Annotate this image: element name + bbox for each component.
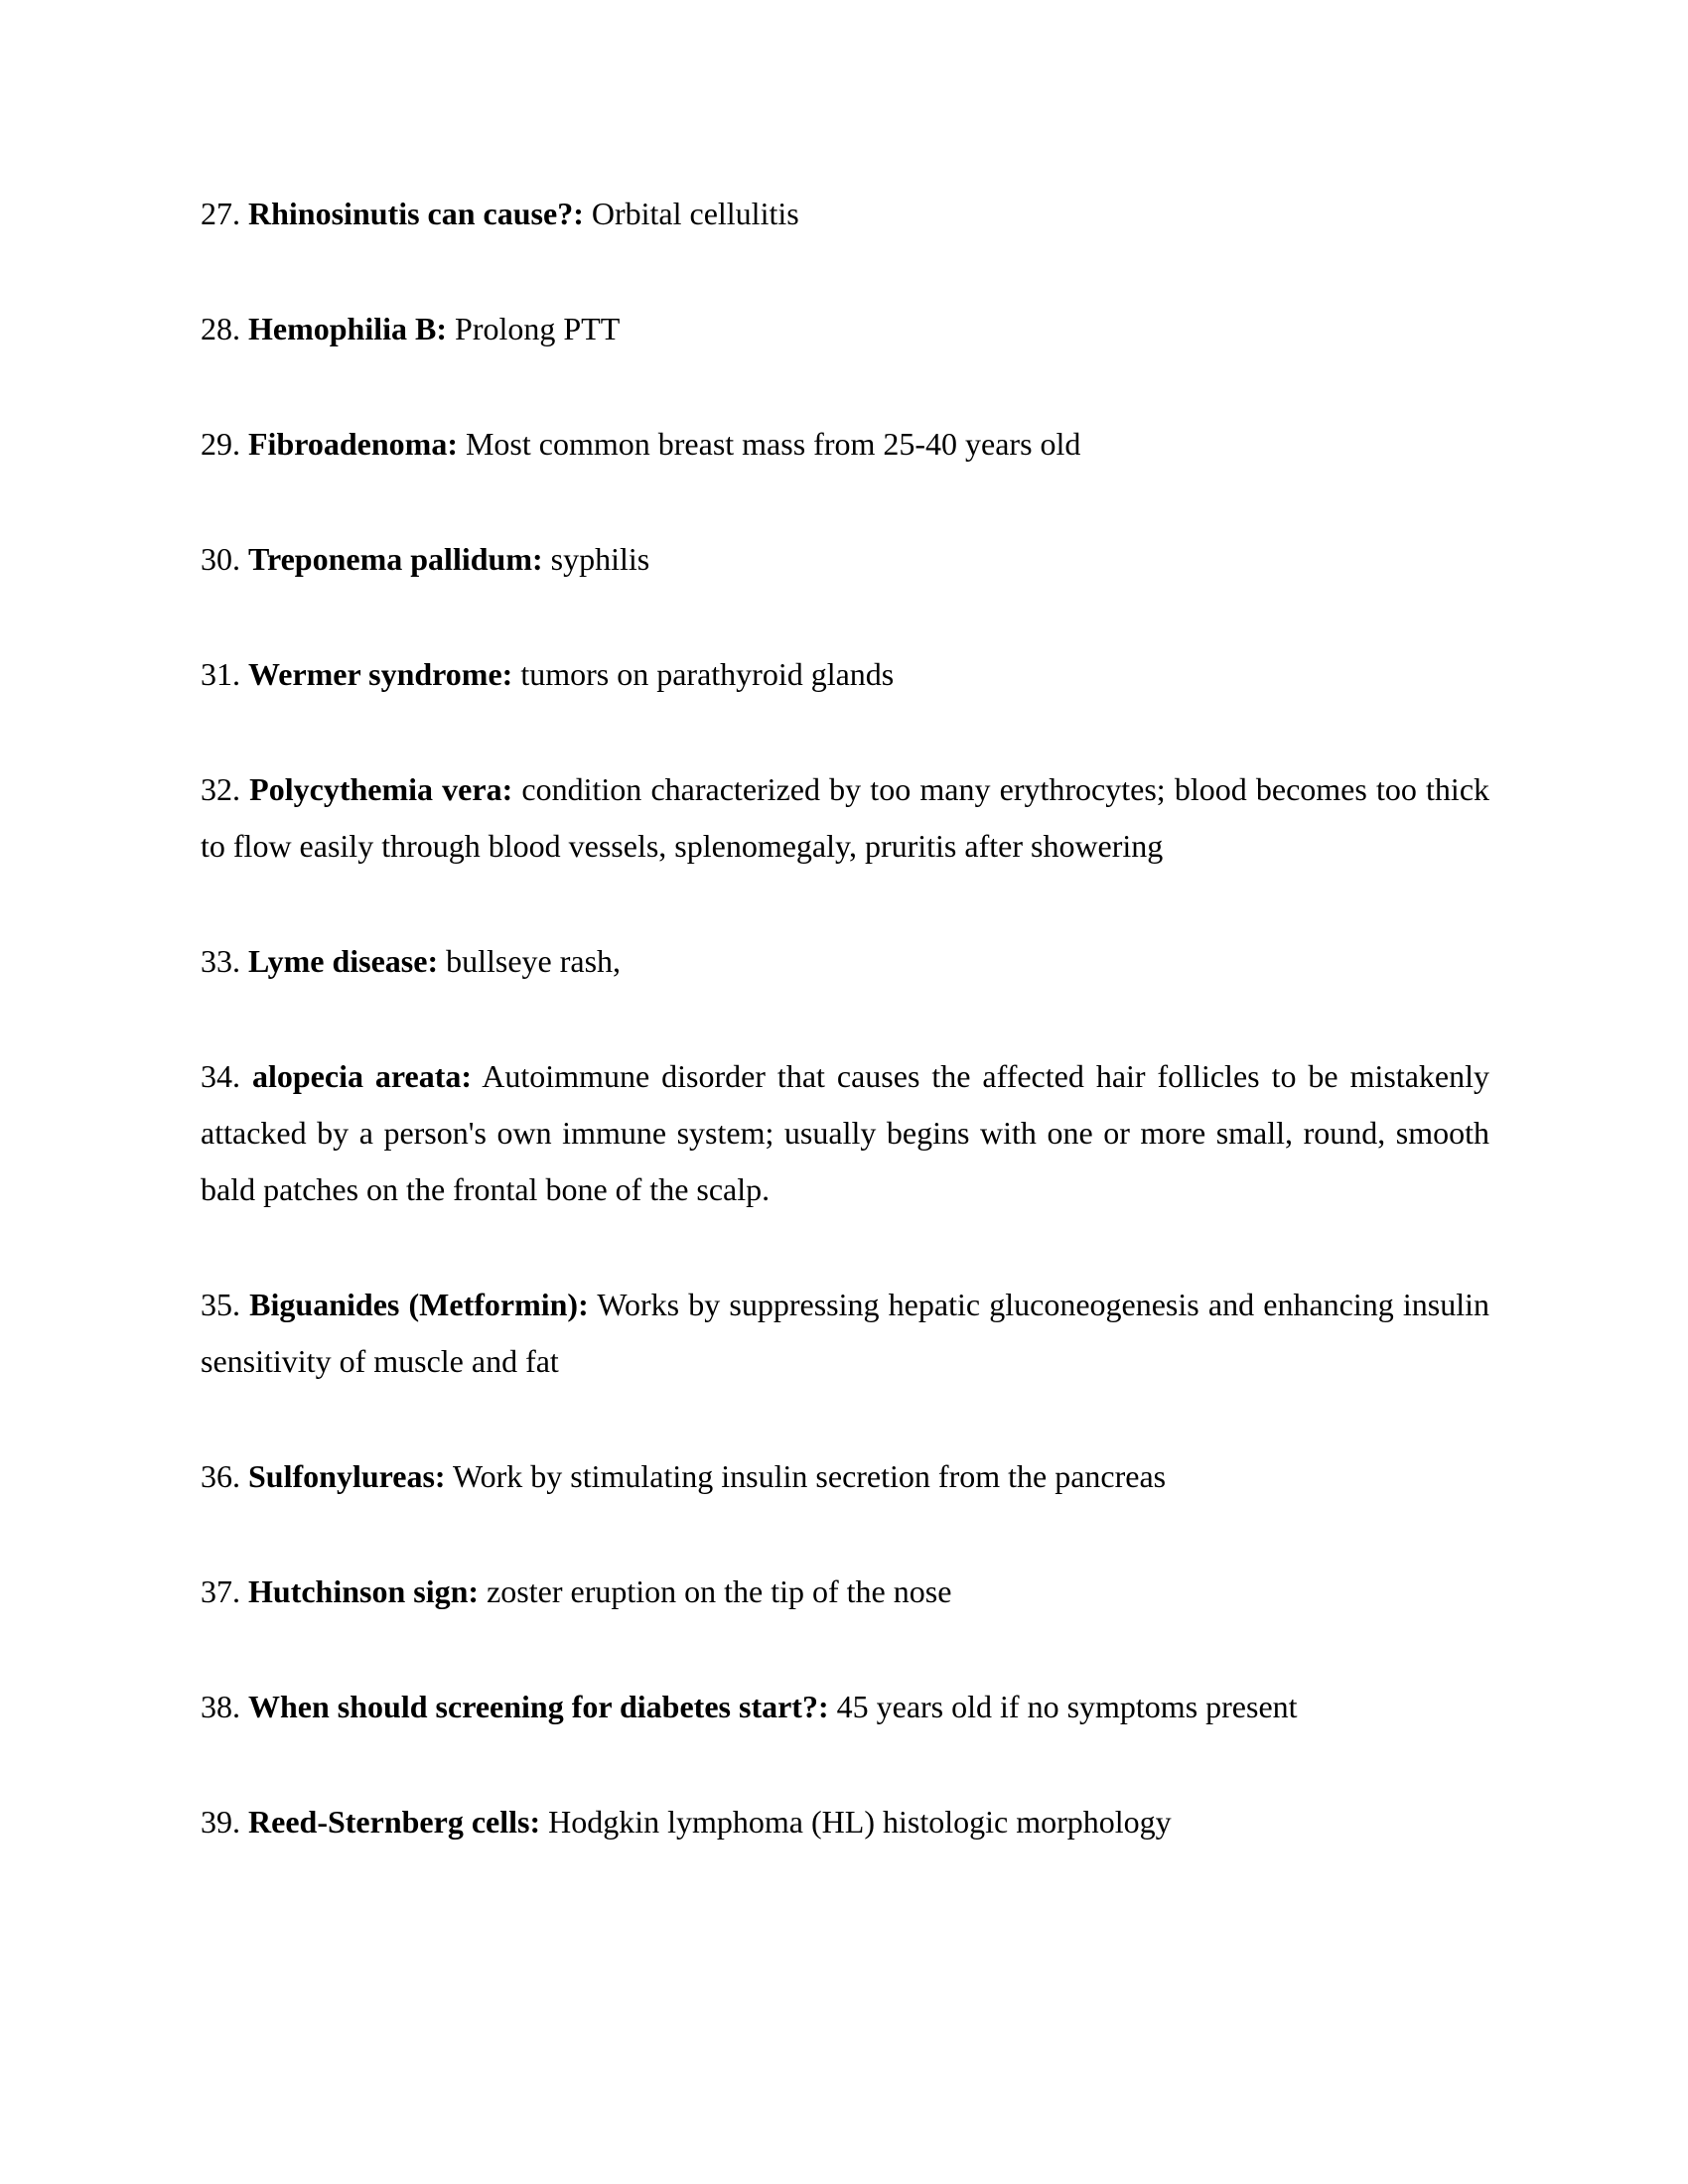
item-number: 32. — [201, 771, 240, 807]
item-definition: Work by stimulating insulin secretion from the pancreas — [452, 1458, 1167, 1494]
item-term: Rhinosinutis can cause?: — [248, 196, 584, 231]
list-item — [201, 301, 1489, 357]
item-definition: syphilis — [550, 541, 650, 577]
item-number: 30. — [201, 541, 240, 577]
list-item — [201, 1564, 1489, 1620]
item-definition: Most common breast mass from 25-40 years old — [465, 426, 1081, 462]
item-number: 37. — [201, 1573, 240, 1609]
item-definition: 45 years old if no symptoms present — [836, 1689, 1298, 1724]
item-definition: zoster eruption on the tip of the nose — [487, 1573, 952, 1609]
list-item — [201, 1277, 1489, 1390]
item-term: Polycythemia vera: — [249, 771, 513, 807]
item-term: Wermer syndrome: — [248, 656, 513, 692]
item-number: 38. — [201, 1689, 240, 1724]
item-number: 34. — [201, 1058, 240, 1094]
item-term: alopecia areata: — [251, 1058, 473, 1094]
item-definition: tumors on parathyroid glands — [520, 656, 895, 692]
list-item — [201, 531, 1489, 588]
list-item — [201, 416, 1489, 473]
item-definition: bullseye rash, — [446, 943, 622, 979]
item-term: When should screening for diabetes start?: — [248, 1689, 829, 1724]
item-term: Reed-Sternberg cells: — [248, 1804, 541, 1840]
list-item — [201, 933, 1489, 990]
item-term: Hutchinson sign: — [248, 1573, 480, 1609]
item-definition: Hodgkin lymphoma (HL) histologic morphology — [548, 1804, 1172, 1840]
item-term: Biguanides (Metformin): — [249, 1287, 589, 1322]
item-term: Hemophilia B: — [248, 311, 448, 346]
list-item — [201, 1448, 1489, 1505]
item-number: 35. — [201, 1287, 240, 1322]
item-number: 33. — [201, 943, 240, 979]
list-item — [201, 1679, 1489, 1735]
item-definition: Prolong PTT — [455, 311, 621, 346]
list-item — [201, 1794, 1489, 1850]
list-item — [201, 1048, 1489, 1218]
item-term: Fibroadenoma: — [248, 426, 458, 462]
item-definition: condition characterized by too many erythrocytes; blood becomes too thick to flow easily through blood vessels, splenomegaly, pruritis after showering — [201, 771, 1490, 864]
item-number: 29. — [201, 426, 240, 462]
item-number: 31. — [201, 656, 240, 692]
list-item — [201, 186, 1489, 242]
item-number: 27. — [201, 196, 240, 231]
definition-list — [201, 186, 1489, 1850]
item-definition: Works by suppressing hepatic gluconeogenesis and enhancing insulin sensitivity of muscle and fat — [201, 1287, 1490, 1379]
item-term: Sulfonylureas: — [248, 1458, 446, 1494]
item-number: 39. — [201, 1804, 240, 1840]
item-definition: Orbital cellulitis — [591, 196, 799, 231]
item-term: Treponema pallidum: — [248, 541, 543, 577]
item-definition: Autoimmune disorder that causes the affected hair follicles to be mistakenly attacked by a person's own immune system; usually begins with one or more small, round, smooth bald patches on the frontal bone of the scalp. — [201, 1058, 1490, 1207]
item-number: 36. — [201, 1458, 240, 1494]
list-item — [201, 646, 1489, 703]
list-item — [201, 761, 1489, 875]
item-term: Lyme disease: — [248, 943, 439, 979]
item-number: 28. — [201, 311, 240, 346]
